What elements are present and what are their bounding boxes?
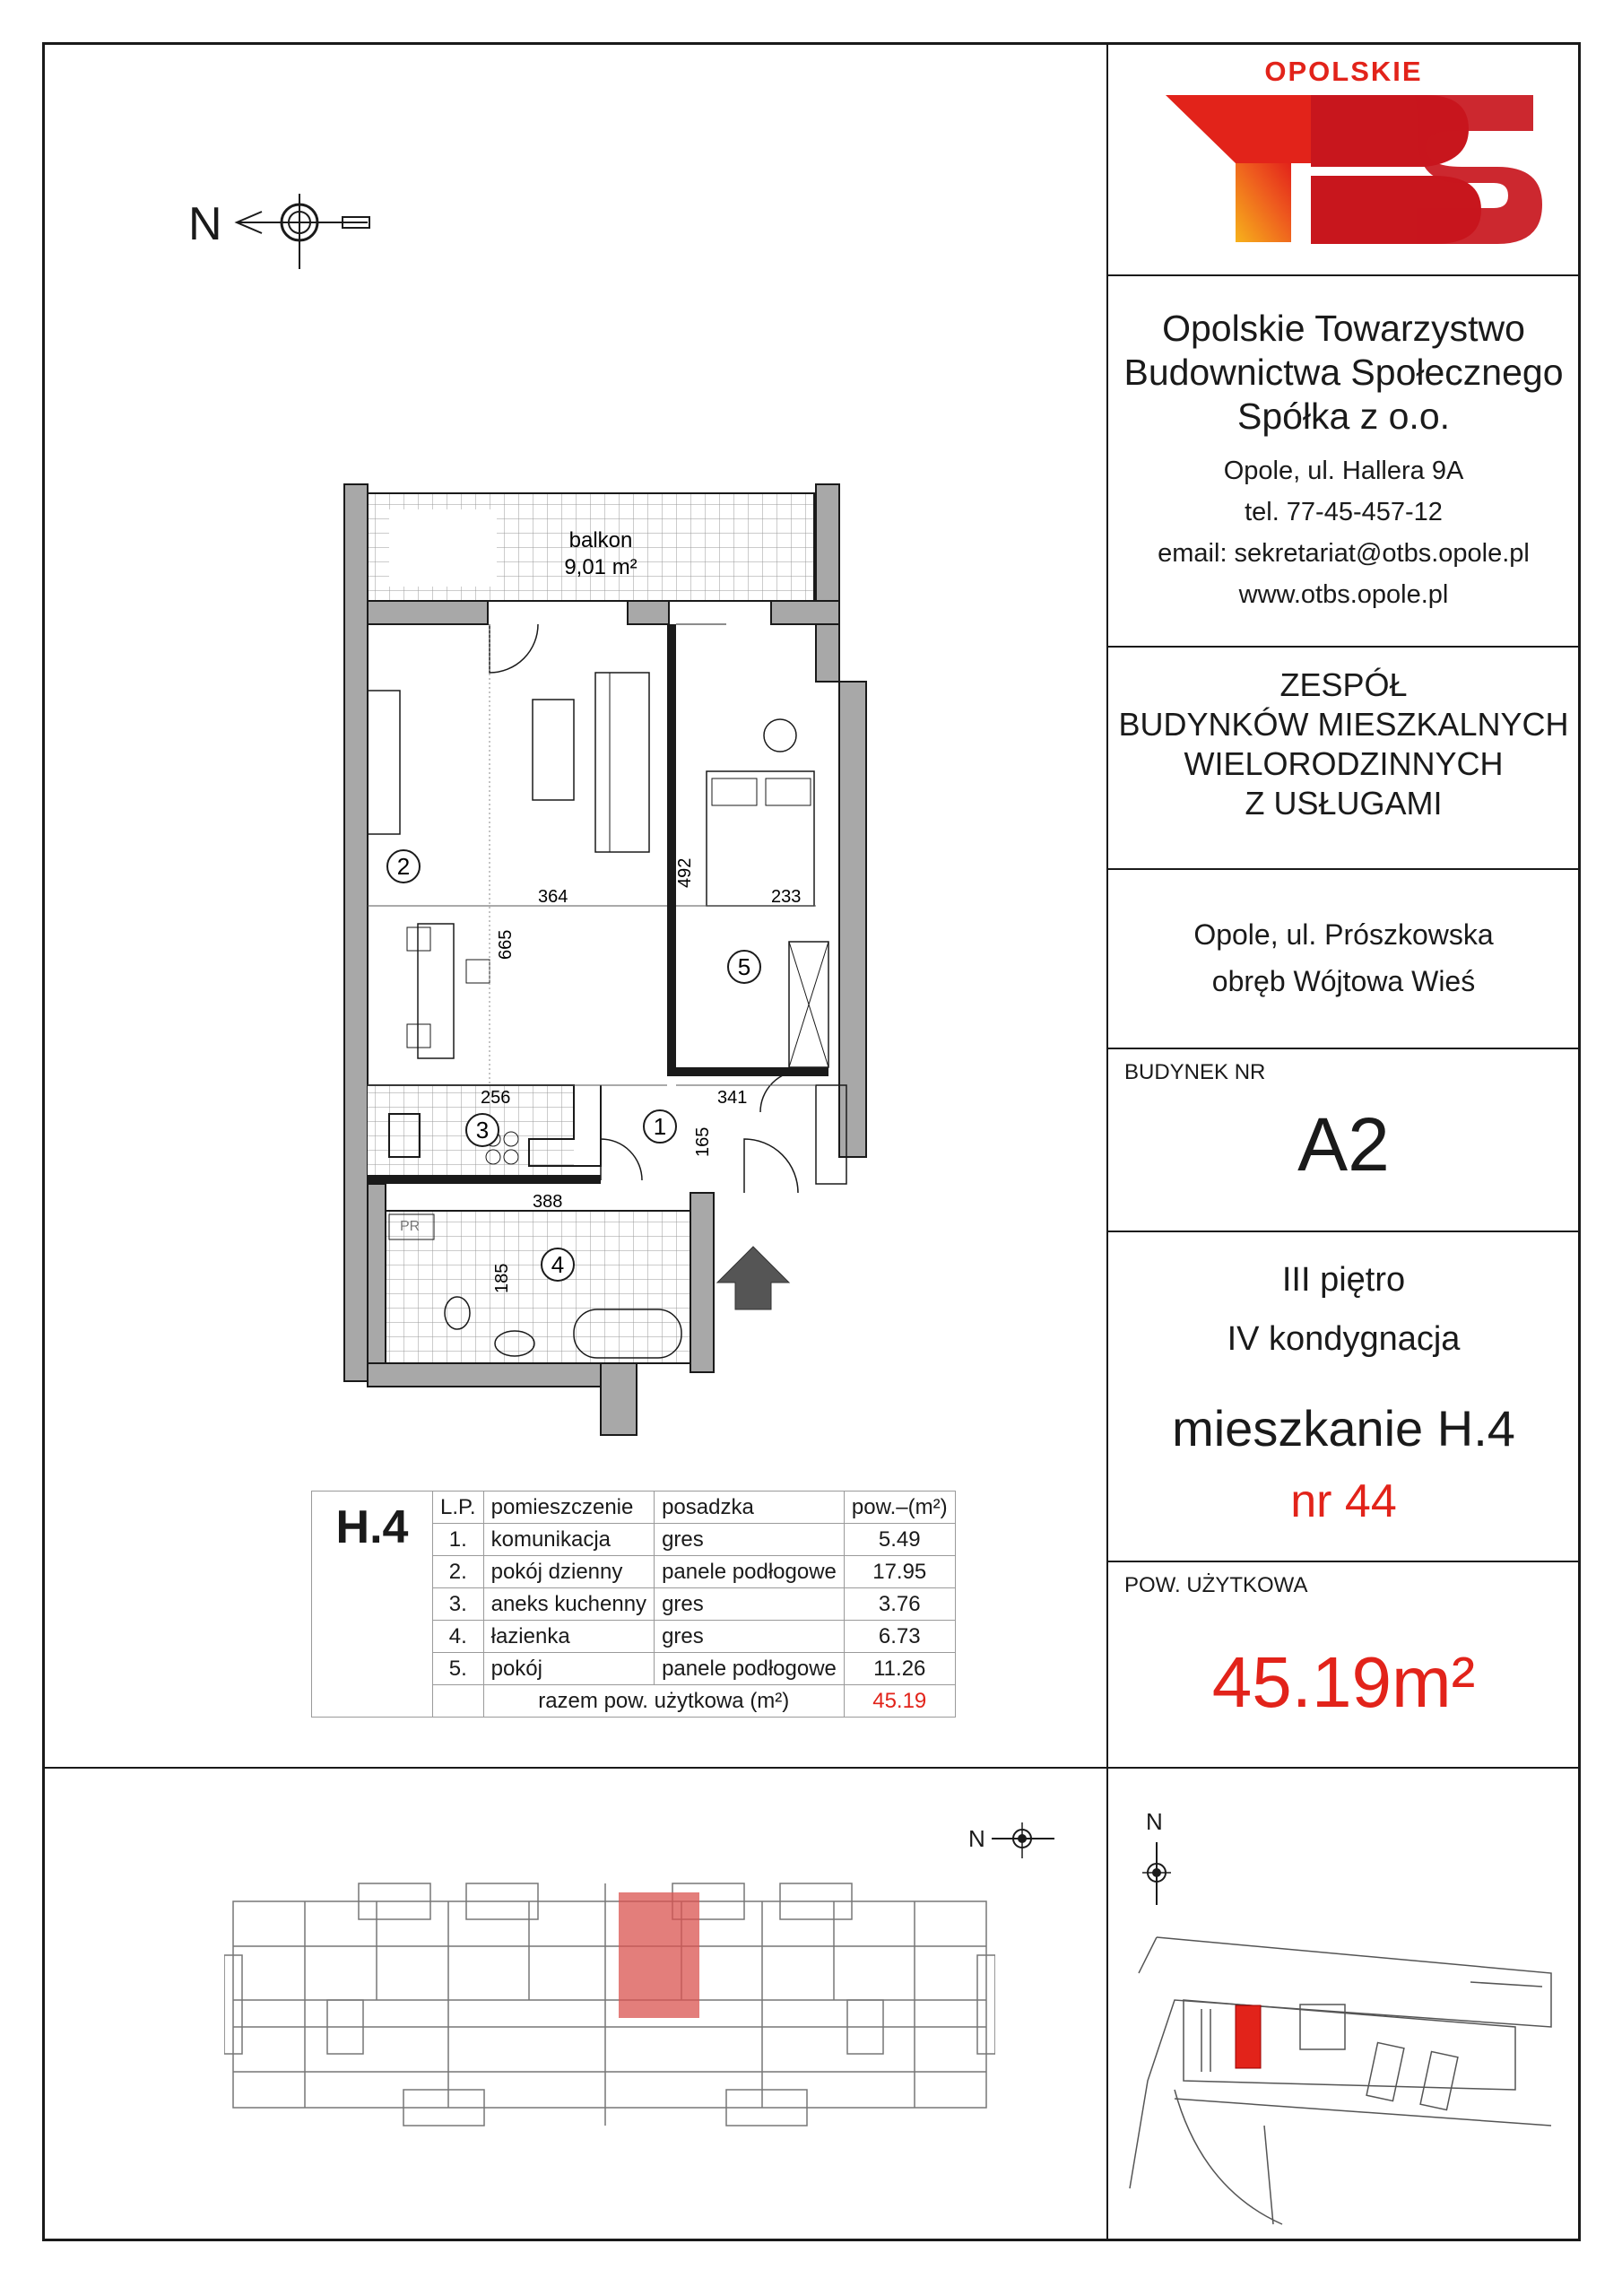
divider-bottom [45, 1767, 1581, 1769]
cell-area: 5.49 [844, 1524, 955, 1556]
cell-floor: gres [655, 1588, 845, 1621]
logo-top-text: OPOLSKIE [1264, 56, 1423, 87]
cell-floor: gres [655, 1621, 845, 1653]
table-apartment-code: H.4 [312, 1492, 433, 1718]
cell-room: komunikacja [483, 1524, 654, 1556]
north-label: N [188, 198, 222, 250]
company-name-line-1: Opolskie Towarzystwo [1162, 308, 1525, 349]
dim-364: 364 [538, 887, 568, 907]
building-key-plan [224, 1857, 995, 2152]
keyplan-north-label: N [968, 1825, 985, 1852]
dining-table [418, 924, 454, 1058]
project-line-1: ZESPÓŁ [1279, 666, 1408, 703]
floor-line-2: IV kondygnacja [1227, 1320, 1461, 1358]
cell-area: 3.76 [844, 1588, 955, 1621]
cell-lp: 3. [433, 1588, 484, 1621]
company-contact [1106, 450, 1581, 615]
total-label: razem pow. użytkowa (m²) [483, 1685, 844, 1718]
cell-floor: gres [655, 1524, 845, 1556]
cell-area: 11.26 [844, 1653, 955, 1685]
dim-341: 341 [717, 1088, 748, 1108]
tv-cabinet [368, 691, 400, 834]
entry-arrow-icon [717, 1247, 789, 1309]
site-plan-map [1121, 1919, 1569, 2233]
apartment-number: nr 44 [1290, 1475, 1397, 1527]
site-building-a2-highlight [1236, 2005, 1261, 2068]
divider-building [1106, 1231, 1581, 1232]
location-line-2: obręb Wójtowa Wieś [1211, 965, 1476, 997]
room5-door-icon [760, 1071, 802, 1112]
room-1-marker: 1 [653, 1113, 667, 1140]
cell-lp: 5. [433, 1653, 484, 1685]
otbs-logo [1157, 90, 1551, 269]
partition-bath-top [368, 1175, 475, 1184]
dim-256: 256 [481, 1088, 511, 1108]
wall-bath-west [368, 1184, 386, 1372]
project-title [1106, 665, 1581, 823]
project-location [1106, 911, 1581, 1004]
cell-lp: 2. [433, 1556, 484, 1588]
cell-lp: 1. [433, 1524, 484, 1556]
siteplan-north-icon [1139, 1839, 1175, 1910]
company-name [1106, 307, 1581, 439]
apartment-name: mieszkanie H.4 [1172, 1400, 1515, 1457]
wall-north-3 [771, 601, 839, 624]
coffee-table [533, 700, 574, 800]
th-lp: L.P. [433, 1492, 484, 1524]
pr-label: PR [400, 1219, 421, 1234]
cell-room: pokój dzienny [483, 1556, 654, 1588]
th-floor: posadzka [655, 1492, 845, 1524]
dim-492: 492 [675, 857, 695, 888]
dim-185: 185 [492, 1263, 512, 1293]
bottom-column-divider [1106, 1767, 1108, 2241]
usable-area-label: POW. UŻYTKOWA [1124, 1573, 1308, 1597]
divider-apartment [1106, 1561, 1581, 1562]
siteplan-north-label: N [1146, 1808, 1163, 1835]
partition-rooms [667, 624, 676, 1073]
building-label: BUDYNEK NR [1124, 1060, 1266, 1084]
north-arrow-icon [231, 179, 411, 278]
cell-area: 6.73 [844, 1621, 955, 1653]
dim-165: 165 [693, 1126, 713, 1157]
apartment-floor-plan [332, 475, 977, 1453]
company-name-line-3: Spółka z o.o. [1236, 396, 1451, 437]
th-room: pomieszczenie [483, 1492, 654, 1524]
th-area: pow.–(m²) [844, 1492, 955, 1524]
balcony-area: 9,01 m² [564, 555, 638, 579]
room-2-marker: 2 [396, 853, 411, 880]
cell-room: łazienka [483, 1621, 654, 1653]
cell-room: pokój [483, 1653, 654, 1685]
project-line-2: BUDYNKÓW MIESZKALNYCH [1118, 706, 1569, 743]
entry-door-icon [744, 1139, 798, 1193]
wall-east-upper [816, 484, 839, 682]
company-website: www.otbs.opole.pl [1238, 580, 1449, 609]
bathroom-door-icon [601, 1139, 642, 1180]
partition-room5 [667, 1067, 828, 1076]
dim-233: 233 [771, 887, 802, 907]
project-line-3: WIELORODZINNYCH [1184, 745, 1504, 782]
balcony-label: balkon [568, 528, 633, 552]
room-4-marker: 4 [551, 1251, 565, 1278]
logo-letter-s [1415, 95, 1542, 244]
wall-north-1 [368, 601, 488, 624]
building-number: A2 [1297, 1102, 1390, 1187]
drawing-sheet [42, 42, 1581, 2241]
divider-company [1106, 646, 1581, 648]
company-phone: tel. 77-45-457-12 [1245, 498, 1443, 526]
wall-north-2 [628, 601, 669, 624]
room-5-marker: 5 [737, 953, 751, 980]
total-value: 45.19 [844, 1685, 955, 1718]
cell-floor: panele podłogowe [655, 1556, 845, 1588]
wall-bath-stub [601, 1363, 637, 1435]
cell-area: 17.95 [844, 1556, 955, 1588]
logo-gradient-block [1236, 163, 1291, 242]
highlighted-apartment [619, 1892, 699, 2018]
floor-info [1106, 1250, 1581, 1369]
project-line-4: Z USŁUGAMI [1245, 785, 1443, 822]
company-address: Opole, ul. Hallera 9A [1223, 457, 1464, 485]
divider-logo [1106, 274, 1581, 276]
company-name-line-2: Budownictwa Społecznego [1123, 352, 1564, 393]
divider-location [1106, 1048, 1581, 1049]
dim-388: 388 [533, 1192, 563, 1212]
chair-icon [764, 719, 796, 752]
room-3-marker: 3 [475, 1117, 490, 1144]
floor-line-1: III piętro [1281, 1261, 1406, 1299]
location-line-1: Opole, ul. Prószkowska [1193, 918, 1494, 951]
company-email: email: sekretariat@otbs.opole.pl [1158, 539, 1530, 568]
divider-project [1106, 868, 1581, 870]
cell-floor: panele podłogowe [655, 1653, 845, 1685]
room-area-table [311, 1491, 956, 1718]
sofa-icon [595, 673, 649, 852]
cell-lp: 4. [433, 1621, 484, 1653]
wall-entry [690, 1193, 714, 1372]
balcony-door-icon [490, 624, 538, 673]
dim-665: 665 [496, 929, 516, 960]
wall-bath-south [368, 1363, 637, 1387]
cell-room: aneks kuchenny [483, 1588, 654, 1621]
usable-area-value: 45.19m² [1211, 1642, 1476, 1722]
bed-icon [707, 771, 814, 906]
wall-west [344, 484, 368, 1381]
bathroom-floor [386, 1211, 690, 1363]
keyplan-north-icon [988, 1819, 1060, 1864]
